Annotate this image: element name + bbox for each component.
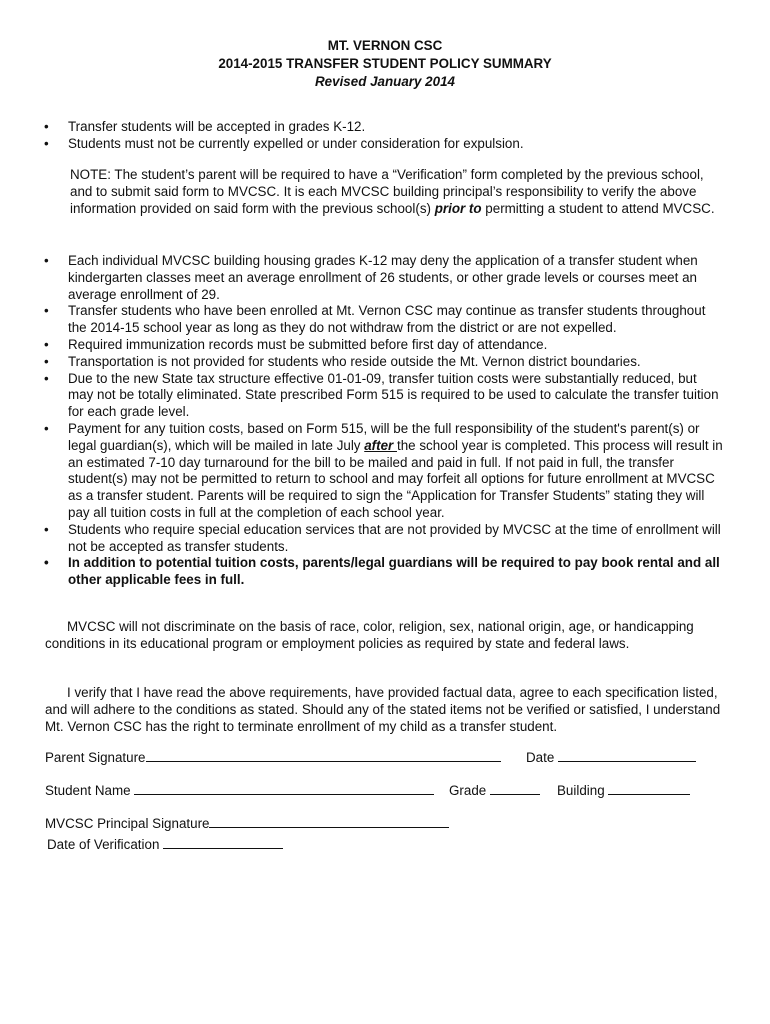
- principal-signature-label: MVCSC Principal Signature: [45, 816, 210, 831]
- list-item: • Transfer students will be accepted in grades K-12.: [44, 119, 366, 134]
- principal-signature-row: [45, 815, 449, 832]
- list-item: • Transportation is not provided for students who reside outside the Mt. Vernon district boundaries.: [44, 353, 641, 369]
- list-item: • Transfer students who have been enrolled at Mt. Vernon CSC may continue as transfer students throughout the 2014-15 school year as long as they do not withdraw from the district or are not expelled.: [44, 303, 706, 336]
- student-name-field[interactable]: [134, 782, 434, 795]
- bullet-icon: •: [44, 555, 49, 571]
- list-item: • Students must not be currently expelled or under consideration for expulsion.: [44, 135, 524, 151]
- date-field[interactable]: [558, 749, 696, 762]
- policy-bullet-list: [0, 253, 770, 589]
- parent-signature-field[interactable]: [146, 749, 501, 762]
- grade-label: Grade: [449, 783, 487, 798]
- verification-date-label: Date of Verification: [47, 837, 160, 852]
- grade-row: [449, 782, 540, 799]
- building-row: [557, 782, 690, 799]
- building-field[interactable]: [608, 782, 690, 795]
- verification-note: NOTE: The student’s parent will be required to have a “Verification” form completed by the previous school, and to submit said form to MVCSC. It is each MVCSC building principal’s responsibility to verify the above information provided on said form with the previous school(s) prior to permitting a student to attend MVCSC.: [70, 167, 715, 216]
- list-item: • Required immunization records must be submitted before first day of attendance.: [44, 336, 548, 352]
- date-label: Date: [526, 750, 555, 765]
- bullet-icon: •: [44, 521, 49, 537]
- student-name-row: [45, 782, 434, 799]
- school-name: MT. VERNON CSC: [327, 38, 443, 53]
- principal-signature-field[interactable]: [209, 815, 449, 828]
- building-label: Building: [557, 783, 605, 798]
- bullet-icon: •: [44, 303, 49, 319]
- verification-date-field[interactable]: [163, 836, 283, 849]
- list-item: • In addition to potential tuition costs, parents/legal guardians will be required to pay book rental and all other applicable fees in full.: [44, 555, 720, 588]
- bullet-icon: •: [44, 119, 49, 134]
- bullet-icon: •: [44, 420, 49, 436]
- list-item: • Due to the new State tax structure effective 01-01-09, transfer tuition costs were substantially reduced, but may not be totally eliminated. State prescribed Form 515 is required to be used to calculate the transfer tuition for each grade level.: [44, 370, 719, 420]
- note-emphasis: prior to: [434, 200, 482, 216]
- student-name-label: Student Name: [45, 783, 131, 798]
- list-item: • Students who require special education services that are not provided by MVCSC at the time of enrollment will not be accepted as transfer students.: [44, 521, 721, 554]
- parent-signature-row: [45, 749, 501, 766]
- after-emphasis: after: [364, 437, 397, 453]
- verification-statement: I verify that I have read the above requirements, have provided factual data, agree to each specification listed, and will adhere to the conditions as stated. Should any of the stated items not be verified or satisfied, I understand Mt. Vernon CSC has the right to terminate enrollment of my child as a transfer student.: [45, 685, 721, 734]
- revision-date: Revised January 2014: [315, 74, 455, 89]
- list-item: • Each individual MVCSC building housing grades K-12 may deny the application of a transfer student when kindergarten classes meet an average enrollment of 26 students, or other grade levels or courses meet an average enrollment of 29.: [44, 253, 698, 302]
- grade-field[interactable]: [490, 782, 540, 795]
- verification-date-row: [47, 836, 283, 853]
- bullet-icon: •: [44, 253, 49, 268]
- date-row: [526, 749, 696, 766]
- nondiscrimination-statement: MVCSC will not discriminate on the basis of race, color, religion, sex, national origin, age, or handicapping conditions in its educational program or employment policies as required by state and federal laws.: [45, 619, 694, 651]
- parent-signature-label: Parent Signature: [45, 750, 146, 765]
- bullet-icon: •: [44, 370, 49, 386]
- bullet-icon: •: [44, 135, 49, 151]
- document-header: [0, 37, 770, 91]
- list-item: • Payment for any tuition costs, based on Form 515, will be the full responsibility of the student's parent(s) or legal guardian(s), which will be mailed in late July after the school year is completed. This process will result in an estimated 7-10 day turnaround for the bill to be mailed and paid in full. If not paid in full, the transfer student(s) may not be permitted to return to school and may forfeit all options for future enrollment at MVCSC as a transfer student. Parents will be required to sign the “Application for Transfer Students” stating they will pay all tuition costs in full at the completion of each school year.: [44, 420, 723, 520]
- bullet-icon: •: [44, 353, 49, 369]
- bullet-icon: •: [44, 336, 49, 352]
- top-bullet-list: [0, 119, 770, 153]
- policy-title: 2014-2015 TRANSFER STUDENT POLICY SUMMARY: [218, 56, 552, 71]
